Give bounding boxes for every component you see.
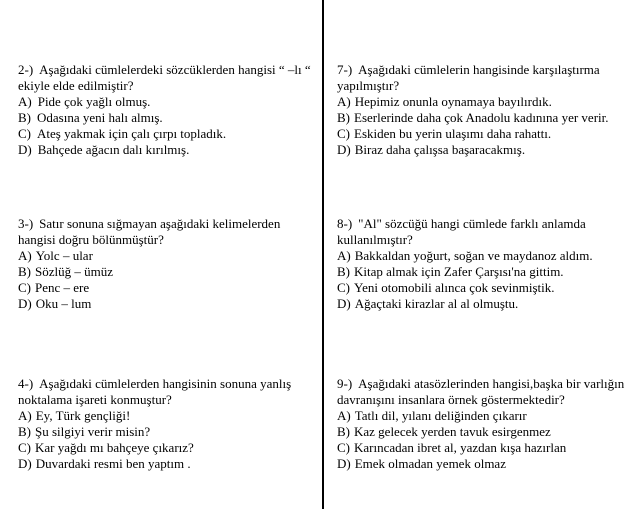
option-letter: C) — [18, 280, 31, 295]
option-letter: C) — [18, 126, 31, 141]
question-number: 3-) — [18, 216, 34, 231]
option-b[interactable] — [18, 110, 314, 126]
option-letter: A) — [18, 408, 32, 423]
option-c[interactable] — [18, 440, 314, 456]
question-stem — [337, 216, 627, 248]
option-d[interactable] — [337, 142, 627, 158]
option-letter: B) — [18, 110, 31, 125]
option-text: Kaz gelecek yerden tavuk esirgenmez — [354, 424, 551, 439]
option-text: Kar yağdı mı bahçeye çıkarız? — [35, 440, 194, 455]
option-letter: B) — [18, 264, 31, 279]
option-a[interactable] — [18, 94, 314, 110]
option-letter: C) — [337, 280, 350, 295]
question-text: "Al" sözcüğü hangi cümlede farklı anlamda kullanılmıştır? — [337, 216, 586, 247]
option-letter: C) — [337, 440, 350, 455]
question-8 — [337, 216, 627, 312]
option-text: Şu silgiyi verir misin? — [35, 424, 151, 439]
option-text: Eserlerinde daha çok Anadolu kadınına yer verir. — [354, 110, 609, 125]
question-number: 4-) — [18, 376, 34, 391]
option-letter: B) — [337, 264, 350, 279]
option-d[interactable] — [337, 296, 627, 312]
option-text: Ağaçtaki kirazlar al al olmuştu. — [354, 296, 519, 311]
question-9 — [337, 376, 627, 472]
option-text: Karıncadan ibret al, yazdan kışa hazırlan — [354, 440, 567, 455]
option-text: Yeni otomobili alınca çok sevinmiştik. — [354, 280, 555, 295]
column-divider — [322, 0, 324, 509]
question-4 — [18, 376, 314, 472]
option-a[interactable] — [337, 248, 627, 264]
option-letter: A) — [337, 408, 351, 423]
option-text: Ateş yakmak için çalı çırpı topladık. — [37, 126, 227, 141]
option-b[interactable] — [337, 264, 627, 280]
option-a[interactable] — [18, 248, 314, 264]
question-stem — [337, 62, 627, 94]
option-c[interactable] — [337, 440, 627, 456]
option-a[interactable] — [337, 94, 627, 110]
option-b[interactable] — [337, 110, 627, 126]
option-text: Ey, Türk gençliği! — [35, 408, 131, 423]
option-letter: D) — [337, 456, 351, 471]
option-text: Bakkaldan yoğurt, soğan ve maydanoz aldım. — [354, 248, 593, 263]
question-3 — [18, 216, 314, 312]
option-c[interactable] — [337, 126, 627, 142]
option-text: Pide çok yağlı olmuş. — [37, 94, 151, 109]
option-a[interactable] — [18, 408, 314, 424]
option-letter: D) — [18, 456, 32, 471]
option-c[interactable] — [337, 280, 627, 296]
option-b[interactable] — [18, 424, 314, 440]
question-7 — [337, 62, 627, 158]
question-stem — [18, 376, 314, 408]
option-text: Bahçede ağacın dalı kırılmış. — [37, 142, 190, 157]
option-d[interactable] — [18, 296, 314, 312]
option-text: Odasına yeni halı almış. — [37, 110, 163, 125]
option-letter: D) — [337, 296, 351, 311]
option-d[interactable] — [18, 142, 314, 158]
option-letter: A) — [18, 248, 32, 263]
question-text: Aşağıdaki atasözlerinden hangisi,başka bir varlığın davranışını insanlara örnek göstermektedir? — [337, 376, 625, 407]
option-text: Eskiden bu yerin ulaşımı daha rahattı. — [354, 126, 552, 141]
option-c[interactable] — [18, 126, 314, 142]
option-letter: D) — [337, 142, 351, 157]
option-d[interactable] — [18, 456, 314, 472]
question-text: Aşağıdaki cümlelerden hangisinin sonuna yanlış noktalama işareti konmuştur? — [18, 376, 292, 407]
option-text: Kitap almak için Zafer Çarşısı'na gittim. — [354, 264, 564, 279]
option-text: Tatlı dil, yılanı deliğinden çıkarır — [354, 408, 527, 423]
option-b[interactable] — [18, 264, 314, 280]
option-letter: B) — [337, 424, 350, 439]
option-text: Emek olmadan yemek olmaz — [354, 456, 506, 471]
question-text: Aşağıdaki cümlelerdeki sözcüklerden hangisi “ –lı “ ekiyle elde edilmiştir? — [18, 62, 311, 93]
option-letter: B) — [18, 424, 31, 439]
question-number: 2-) — [18, 62, 34, 77]
question-2 — [18, 62, 314, 158]
option-letter: D) — [18, 142, 32, 157]
question-number: 9-) — [337, 376, 353, 391]
question-text: Satır sonuna sığmayan aşağıdaki kelimelerden hangisi doğru bölünmüştür? — [18, 216, 281, 247]
question-stem — [18, 216, 314, 248]
option-c[interactable] — [18, 280, 314, 296]
option-text: Duvardaki resmi ben yaptım . — [35, 456, 191, 471]
question-stem — [337, 376, 627, 408]
question-number: 8-) — [337, 216, 353, 231]
option-text: Yolc – ular — [35, 248, 93, 263]
option-letter: D) — [18, 296, 32, 311]
option-text: Biraz daha çalışsa başaracakmış. — [354, 142, 526, 157]
option-letter: B) — [337, 110, 350, 125]
option-a[interactable] — [337, 408, 627, 424]
option-text: Oku – lum — [35, 296, 92, 311]
option-letter: C) — [18, 440, 31, 455]
question-number: 7-) — [337, 62, 353, 77]
option-text: Hepimiz onunla oynamaya bayılırdık. — [354, 94, 552, 109]
option-text: Sözlüğ – ümüz — [35, 264, 113, 279]
option-letter: A) — [337, 94, 351, 109]
option-letter: C) — [337, 126, 350, 141]
option-text: Penc – ere — [35, 280, 90, 295]
option-letter: A) — [18, 94, 32, 109]
question-text: Aşağıdaki cümlelerin hangisinde karşılaştırma yapılmıştır? — [337, 62, 600, 93]
question-stem — [18, 62, 314, 94]
option-letter: A) — [337, 248, 351, 263]
option-d[interactable] — [337, 456, 627, 472]
option-b[interactable] — [337, 424, 627, 440]
